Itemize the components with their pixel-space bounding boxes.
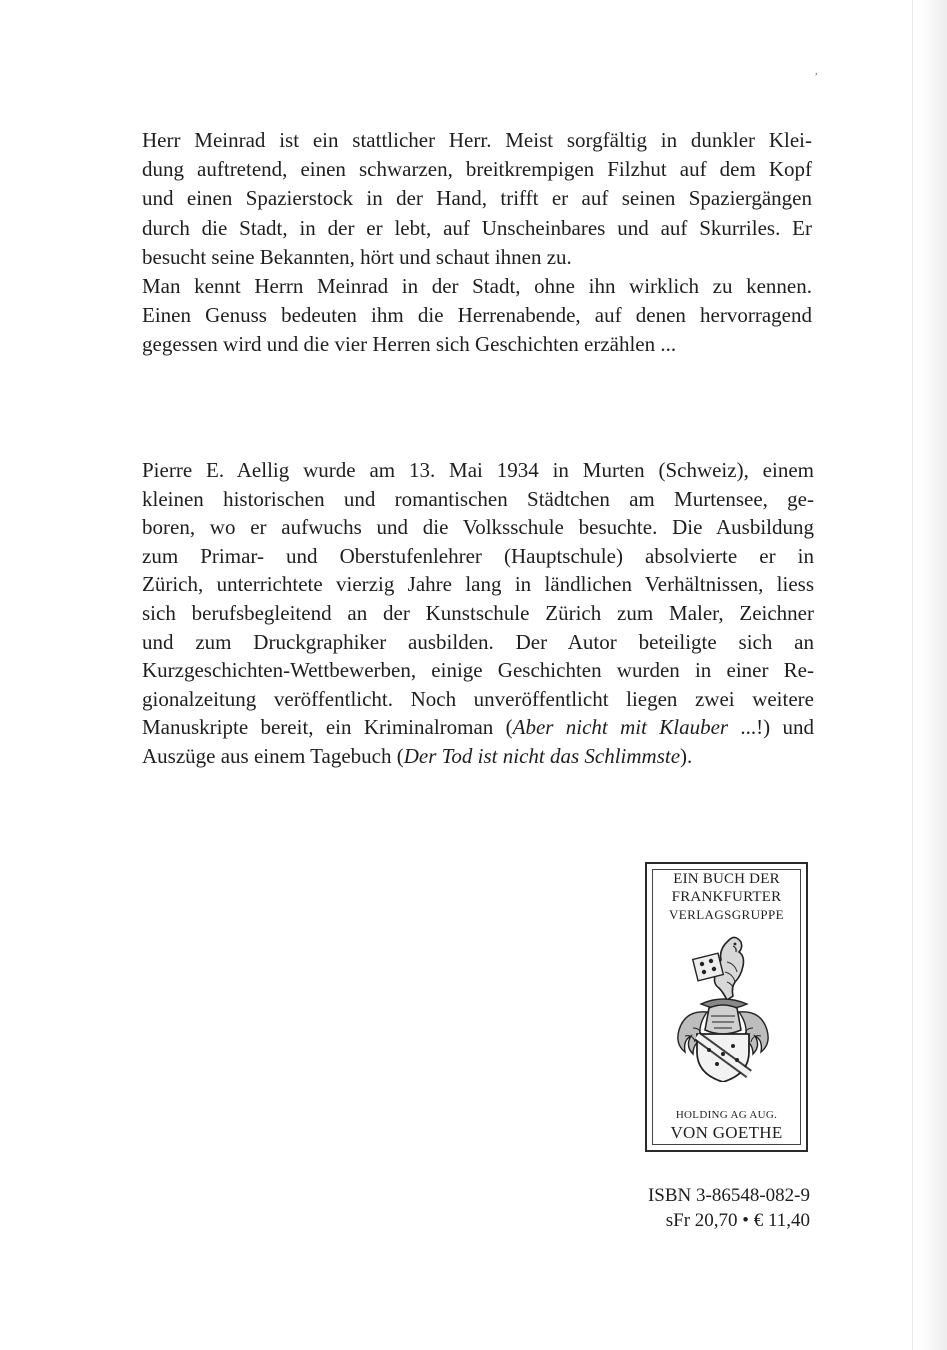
imprint-line-1: EIN BUCH DER <box>673 871 780 887</box>
bio-line: gionalzeitung veröffentlicht. Noch unveröffentlicht liegen zwei weitere <box>142 686 814 711</box>
imprint-holding: HOLDING AG AUG. <box>675 1109 778 1121</box>
blurb-line: besucht seine Bekannten, hört und schaut ihnen zu. <box>142 244 572 269</box>
bio-line: Zürich, unterrichtete vierzig Jahre lang in ländlichen Verhältnissen, liess <box>142 572 814 597</box>
imprint-line-3: VERLAGSGRUPPE <box>669 907 784 922</box>
book-title-crime-novel: Aber nicht mit Klauber <box>512 715 729 740</box>
publisher-imprint-box <box>645 862 808 1152</box>
heraldic-crest-icon <box>671 932 775 1082</box>
blurb-line: Man kennt Herrn Meinrad in der Stadt, ohne ihn wirklich zu kennen. <box>142 274 812 299</box>
blurb-line: dung auftretend, einen schwarzen, breitkrempigen Filzhut auf dem Kopf <box>142 157 812 182</box>
bio-line: sich berufsbegleitend an der Kunstschule Zürich zum Maler, Zeichner <box>142 600 814 625</box>
author-bio <box>142 456 814 771</box>
page-edge-shadow <box>921 0 947 1350</box>
bio-line-with-title <box>142 713 814 742</box>
dust-speck: , <box>815 66 818 77</box>
price-label: sFr 20,70 • € 11,40 <box>665 1210 810 1231</box>
bio-text: Auszüge aus einem Tagebuch ( <box>142 743 404 768</box>
imprint-line-2: FRANKFURTER <box>671 889 782 905</box>
blurb-text <box>142 126 812 360</box>
page-edge-line <box>912 0 913 1350</box>
bio-line-with-title <box>142 742 814 771</box>
bio-text: ). <box>680 743 693 768</box>
blurb-line: gegessen wird und die vier Herren sich Geschichten erzählen ... <box>142 332 677 357</box>
blurb-line: Herr Meinrad ist ein stattlicher Herr. Meist sorgfältig in dunkler Klei- <box>142 128 812 152</box>
bio-text: ...!) und <box>728 715 814 740</box>
bio-line: Kurzgeschichten-Wettbewerben, einige Geschichten wurden in einer Re- <box>142 658 814 683</box>
book-title-diary: Der Tod ist nicht das Schlimmste <box>403 743 681 768</box>
blurb-line: und einen Spazierstock in der Hand, trifft er auf seinen Spaziergängen <box>142 186 812 211</box>
bio-text: Manuskripte bereit, ein Kriminalroman ( <box>142 715 513 740</box>
blurb-line: Einen Genuss bedeuten ihm die Herrenabende, auf denen hervorragend <box>142 303 812 328</box>
isbn-price-block <box>640 1183 810 1233</box>
bio-line: kleinen historischen und romantischen Städtchen am Murtensee, ge- <box>142 486 814 511</box>
bio-line: zum Primar- und Oberstufenlehrer (Hauptschule) absolvierte er in <box>142 543 814 568</box>
imprint-footer <box>647 1108 806 1144</box>
bio-line: und zum Druckgraphiker ausbilden. Der Autor beteiligte sich an <box>142 629 814 654</box>
imprint-goethe: VON GOETHE <box>670 1123 783 1142</box>
blurb-line: durch die Stadt, in der er lebt, auf Unscheinbares und auf Skurriles. Er <box>142 215 812 240</box>
isbn-number: ISBN 3-86548-082-9 <box>647 1185 810 1206</box>
imprint-heading <box>647 870 806 924</box>
bio-line: boren, wo er aufwuchs und die Volksschule besuchte. Die Ausbildung <box>142 515 814 540</box>
bio-line: Pierre E. Aellig wurde am 13. Mai 1934 in Murten (Schweiz), einem <box>142 458 814 482</box>
